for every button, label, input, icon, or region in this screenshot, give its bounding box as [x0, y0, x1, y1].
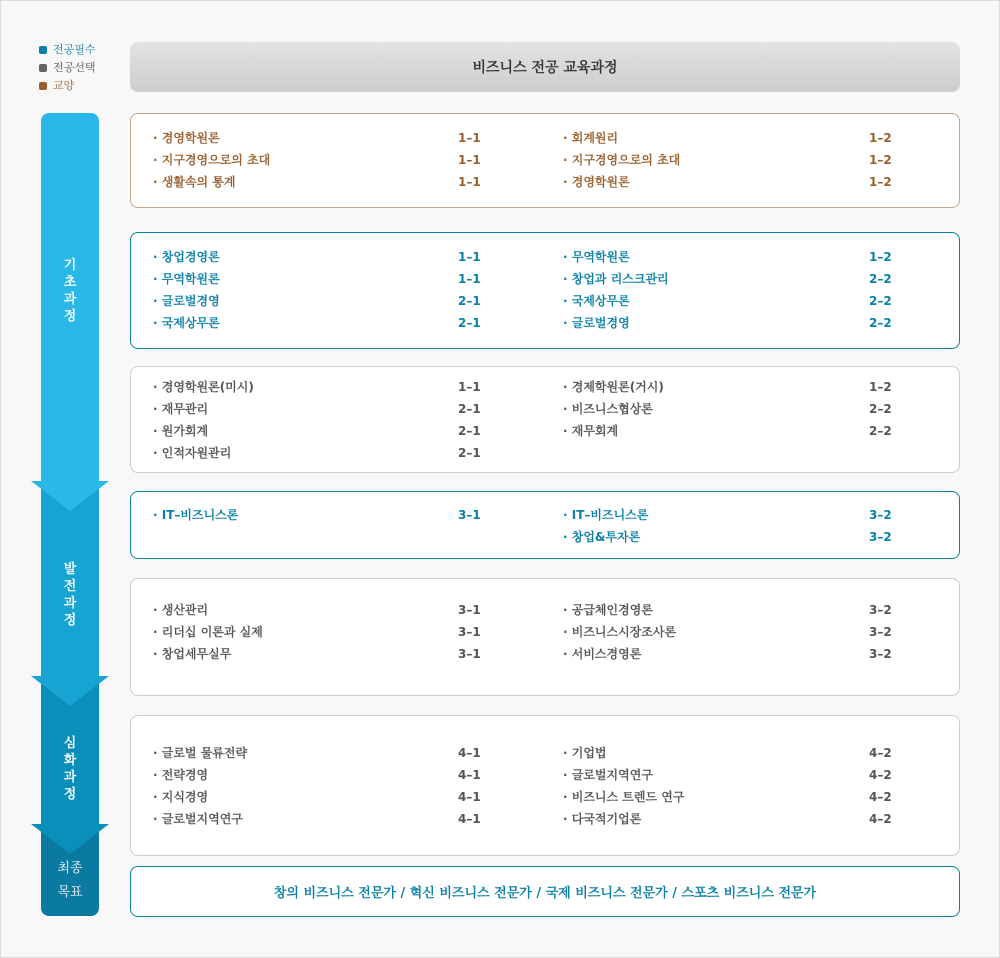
course-term: 2–2: [869, 402, 892, 416]
course-name: · 창업세무실무: [153, 647, 232, 661]
course-name: · 리더십 이론과 실제: [153, 625, 263, 639]
course-name: · 다국적기업론: [563, 812, 642, 826]
course-term: 3–1: [458, 647, 481, 661]
course-term: 3–2: [869, 647, 892, 661]
legend: [39, 41, 96, 95]
course-name: · 창업&투자론: [563, 530, 641, 544]
course-term: 1–2: [869, 131, 892, 145]
course-name: · 재무회계: [563, 424, 619, 438]
course-name: · 글로벌경영: [563, 316, 630, 330]
stage-label-advanced: 발 전 과 정: [63, 562, 77, 628]
course-name: · 원가회계: [153, 424, 209, 438]
course-name: · 인적자원관리: [153, 446, 232, 460]
course-name: · IT–비즈니스론: [153, 508, 239, 522]
course-term: 4–1: [458, 768, 481, 782]
course-name: · 지구경영으로의 초대: [563, 153, 681, 167]
course-term: 1–2: [869, 380, 892, 394]
course-term: 1–2: [869, 153, 892, 167]
legend-label: 교양: [53, 79, 75, 92]
course-name: · 창업경영론: [153, 250, 220, 264]
course-box: [130, 491, 960, 559]
course-term: 2–1: [458, 294, 481, 308]
course-name: · 기업법: [563, 746, 607, 760]
course-term: 4–2: [869, 768, 892, 782]
course-name: · 글로벌지역연구: [563, 768, 653, 782]
course-term: 1–1: [458, 380, 481, 394]
course-term: 1–1: [458, 272, 481, 286]
course-name: · 생산관리: [153, 603, 209, 617]
course-name: · 글로벌지역연구: [153, 812, 243, 826]
course-name: · 경제학원론(거시): [563, 380, 664, 394]
course-name: · 비즈니스협상론: [563, 402, 653, 416]
course-name: · 국제상무론: [153, 316, 220, 330]
course-term: 3–2: [869, 625, 892, 639]
stage-label-deep: 심 화 과 정: [63, 736, 77, 802]
arrow-down-icon: [31, 676, 109, 706]
legend-label: 전공필수: [53, 43, 96, 56]
course-name: · 경영학원론: [153, 131, 220, 145]
course-name: · 글로벌경영: [153, 294, 220, 308]
course-term: 2–1: [458, 424, 481, 438]
course-name: · 생활속의 통계: [153, 175, 236, 189]
course-term: 1–1: [458, 250, 481, 264]
legend-label: 전공선택: [53, 61, 96, 74]
course-name: · 무역학원론: [153, 272, 220, 286]
course-term: 3–1: [458, 603, 481, 617]
stage-label-goal: 최종 목표: [57, 861, 83, 900]
legend-required: [39, 41, 96, 59]
stage-label-basic: 기 초 과 정: [63, 258, 77, 324]
course-term: 3–1: [458, 625, 481, 639]
course-term: 1–2: [869, 250, 892, 264]
legend-swatch: [39, 64, 47, 72]
course-name: · 서비스경영론: [563, 647, 642, 661]
course-name: · 비즈니스 트렌드 연구: [563, 790, 685, 804]
course-box: [130, 715, 960, 856]
course-term: 4–1: [458, 790, 481, 804]
course-term: 4–1: [458, 746, 481, 760]
course-term: 2–1: [458, 402, 481, 416]
course-term: 3–2: [869, 508, 892, 522]
course-box: [130, 366, 960, 473]
page-title: 비즈니스 전공 교육과정: [130, 42, 960, 92]
legend-elective: [39, 59, 96, 77]
course-name: · 회계원리: [563, 131, 619, 145]
course-term: 3–2: [869, 603, 892, 617]
course-term: 1–2: [869, 175, 892, 189]
course-name: · 지식경영: [153, 790, 209, 804]
course-name: · IT–비즈니스론: [563, 508, 649, 522]
course-term: 4–2: [869, 790, 892, 804]
course-name: · 경영학원론(미시): [153, 380, 254, 394]
course-box: [130, 232, 960, 349]
course-term: 2–2: [869, 272, 892, 286]
course-term: 3–2: [869, 530, 892, 544]
course-term: 3–1: [458, 508, 481, 522]
course-term: 4–1: [458, 812, 481, 826]
course-term: 2–1: [458, 446, 481, 460]
course-term: 4–2: [869, 812, 892, 826]
course-name: · 무역학원론: [563, 250, 630, 264]
arrow-down-icon: [31, 481, 109, 511]
course-name: · 글로벌 물류전략: [153, 746, 248, 760]
legend-swatch: [39, 46, 47, 54]
course-name: · 경영학원론: [563, 175, 630, 189]
course-name: · 전략경영: [153, 768, 209, 782]
course-term: 4–2: [869, 746, 892, 760]
course-name: · 비즈니스시장조사론: [563, 625, 677, 639]
final-goal: 창의 비즈니스 전문가 / 혁신 비즈니스 전문가 / 국제 비즈니스 전문가 / 스포츠 비즈니스 전문가: [130, 866, 960, 917]
legend-liberal: [39, 77, 96, 95]
course-term: 2–1: [458, 316, 481, 330]
course-name: · 창업과 리스크관리: [563, 272, 669, 286]
course-name: · 지구경영으로의 초대: [153, 153, 271, 167]
course-term: 2–2: [869, 424, 892, 438]
arrow-down-icon: [31, 824, 109, 854]
course-name: · 공급체인경영론: [563, 603, 653, 617]
course-term: 1–1: [458, 131, 481, 145]
course-term: 2–2: [869, 294, 892, 308]
legend-swatch: [39, 82, 47, 90]
course-term: 1–1: [458, 153, 481, 167]
course-name: · 국제상무론: [563, 294, 630, 308]
course-term: 1–1: [458, 175, 481, 189]
course-name: · 재무관리: [153, 402, 209, 416]
course-term: 2–2: [869, 316, 892, 330]
